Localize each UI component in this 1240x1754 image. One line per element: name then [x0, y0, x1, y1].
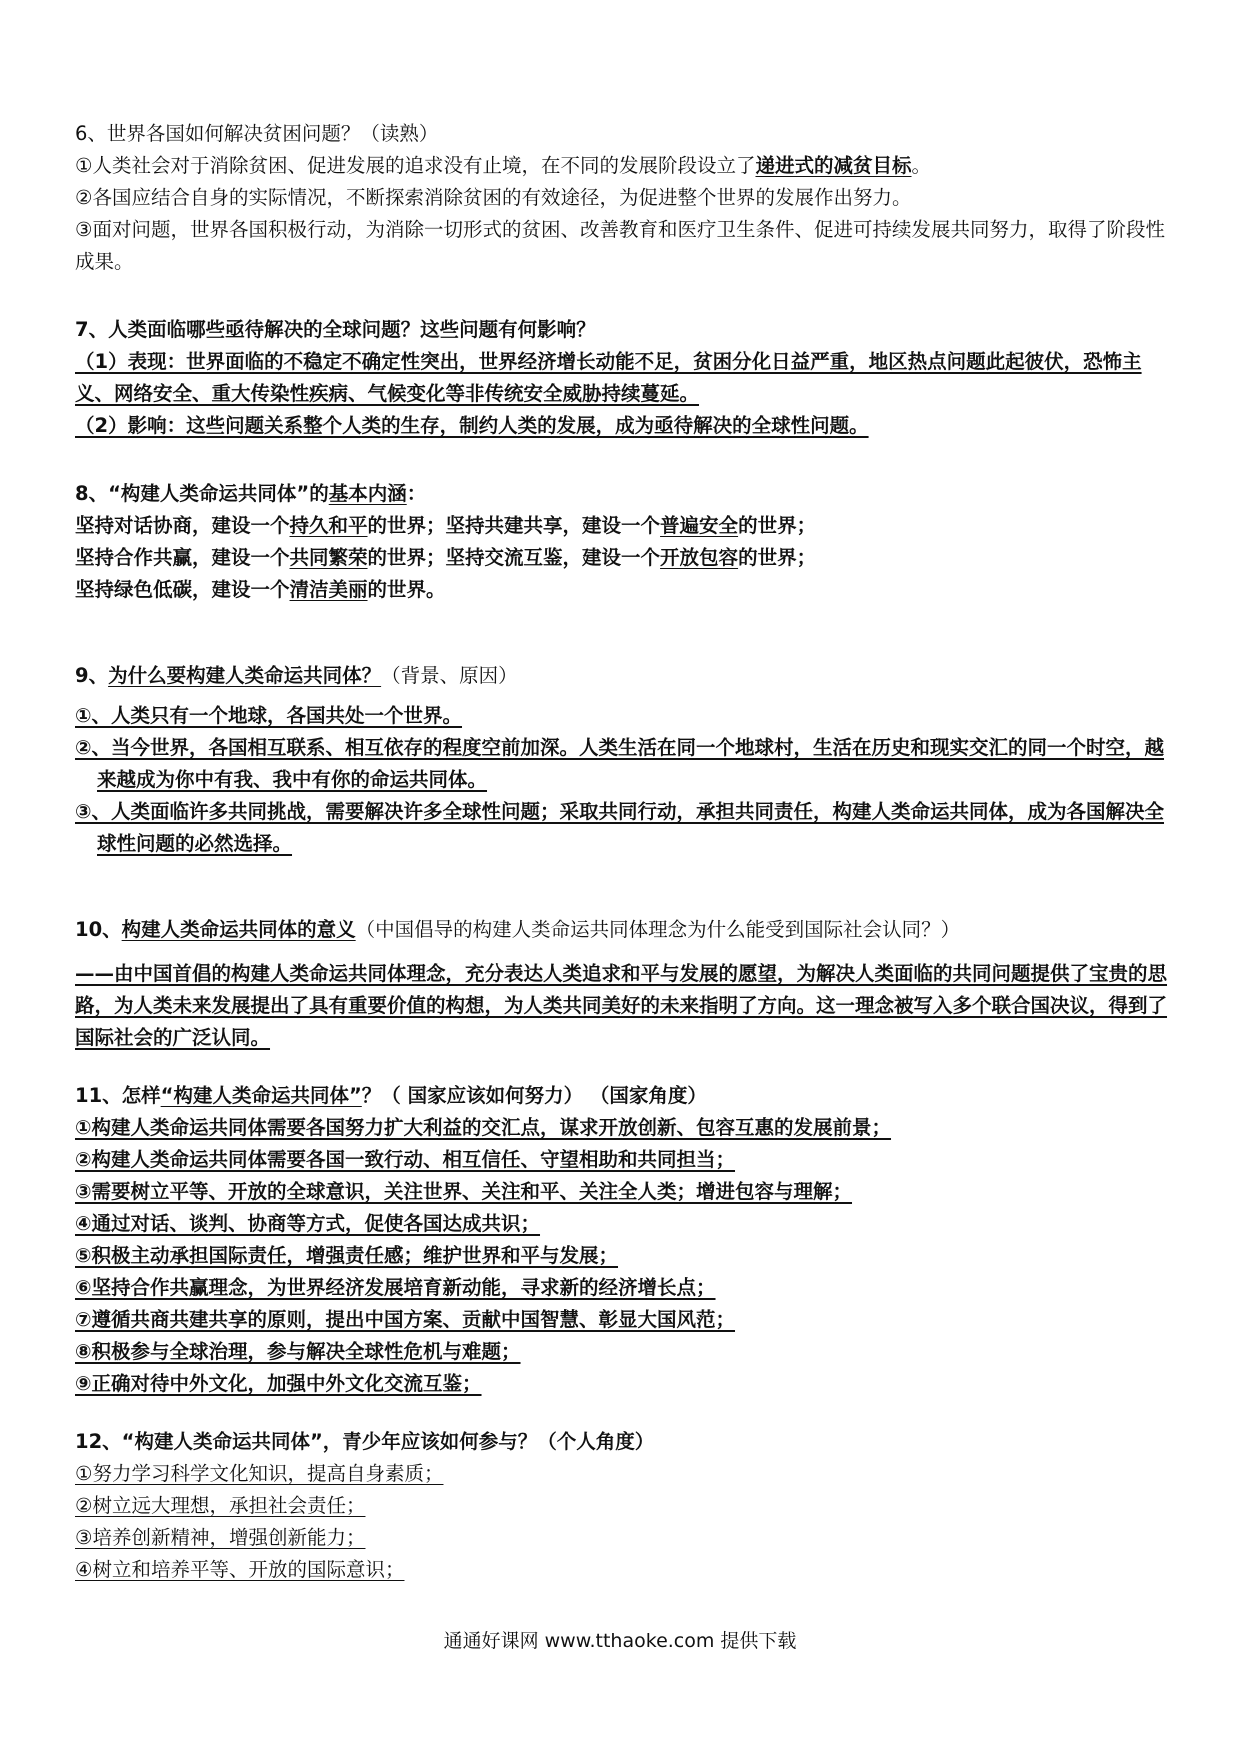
q9-item-1: ①、人类只有一个地球，各国共处一个世界。 — [75, 704, 463, 727]
q11-item-6: ⑥坚持合作共赢理念，为世界经济发展培育新动能，寻求新的经济增长点； — [75, 1276, 716, 1299]
q6-title: 6、世界各国如何解决贫困问题？（读熟） — [75, 122, 439, 145]
q12-item-1: ①努力学习科学文化知识，提高自身素质； — [75, 1462, 444, 1485]
q8-title: 8、“构建人类命运共同体”的基本内涵： — [75, 482, 427, 505]
q11-item-8: ⑧积极参与全球治理，参与解决全球性危机与难题； — [75, 1340, 521, 1363]
q6-item-3: ③面对问题，世界各国积极行动，为消除一切形式的贫困、改善教育和医疗卫生条件、促进可持续发展共同努力，取得了阶段性成果。 — [75, 218, 1165, 273]
q8-row-2: 坚持合作共赢，建设一个共同繁荣的世界；坚持交流互鉴，建设一个开放包容的世界； — [75, 546, 817, 569]
q9-title: 9、为什么要构建人类命运共同体？（背景、原因） — [75, 664, 518, 687]
q11-item-3: ③需要树立平等、开放的全球意识，关注世界、关注和平、关注全人类；增进包容与理解； — [75, 1180, 853, 1203]
q12-item-2: ②树立远大理想，承担社会责任； — [75, 1494, 366, 1517]
page-footer: 通通好课网 www.tthaoke.com 提供下载 — [443, 1630, 797, 1652]
q6-item-1: ①人类社会对于消除贫困、促进发展的追求没有止境，在不同的发展阶段设立了递进式的减贫目标。 — [75, 154, 932, 177]
q11-item-5: ⑤积极主动承担国际责任，增强责任感；维护世界和平与发展； — [75, 1244, 619, 1267]
q12-item-3: ③培养创新精神，增强创新能力； — [75, 1526, 366, 1549]
q11-item-2: ②构建人类命运共同体需要各国一致行动、相互信任、守望相助和共同担当； — [75, 1148, 736, 1171]
q11-item-9: ⑨正确对待中外文化，加强中外文化交流互鉴； — [75, 1372, 482, 1395]
q11-item-1: ①构建人类命运共同体需要各国努力扩大利益的交汇点，谋求开放创新、包容互惠的发展前景； — [75, 1116, 892, 1139]
q12-item-4: ④树立和培养平等、开放的国际意识； — [75, 1558, 405, 1581]
q9-item-3: ③、人类面临许多共同挑战，需要解决许多全球性问题；采取共同行动，承担共同责任，构建人类命运共同体，成为各国解决全球性问题的必然选择。 — [75, 800, 1165, 855]
q6-item-2: ②各国应结合自身的实际情况，不断探索消除贫困的有效途径，为促进整个世界的发展作出努力。 — [75, 186, 912, 209]
q10-title: 10、构建人类命运共同体的意义（中国倡导的构建人类命运共同体理念为什么能受到国际社会认同？） — [75, 918, 961, 941]
q9-item-2: ②、当今世界，各国相互联系、相互依存的程度空前加深。人类生活在同一个地球村，生活在历史和现实交汇的同一个时空，越来越成为你中有我、我中有你的命运共同体。 — [75, 736, 1165, 791]
q8-row-3: 坚持绿色低碳，建设一个清洁美丽的世界。 — [75, 578, 446, 601]
q12-title: 12、“构建人类命运共同体”，青少年应该如何参与？（个人角度） — [75, 1430, 655, 1453]
q8-row-1: 坚持对话协商，建设一个持久和平的世界；坚持共建共享，建设一个普遍安全的世界； — [75, 514, 817, 537]
document-page — [75, 118, 1175, 1586]
q7-manifestation: （1）表现：世界面临的不稳定不确定性突出，世界经济增长动能不足，贫困分化日益严重，地区热点问题此起彼伏，恐怖主义、网络安全、重大传染性疾病、气候变化等非传统安全威胁持续蔓延。 — [75, 350, 1142, 405]
q10-body: ——由中国首倡的构建人类命运共同体理念，充分表达人类追求和平与发展的愿望，为解决人类面临的共同问题提供了宝贵的思路，为人类未来发展提出了具有重要价值的构想，为人类共同美好的未来指明了方向。这一理念被写入多个联合国决议，得到了国际社会的广泛认同。 — [75, 962, 1168, 1049]
q7-impact: （2）影响：这些问题关系整个人类的生存，制约人类的发展，成为亟待解决的全球性问题。 — [75, 414, 869, 437]
q6-key-phrase: 递进式的减贫目标 — [755, 154, 912, 177]
q11-item-4: ④通过对话、谈判、协商等方式，促使各国达成共识； — [75, 1212, 541, 1235]
q7-title: 7、人类面临哪些亟待解决的全球问题？这些问题有何影响？ — [75, 318, 596, 341]
q11-title: 11、怎样“构建人类命运共同体”？（ 国家应该如何努力） （国家角度） — [75, 1084, 707, 1107]
q11-item-7: ⑦遵循共商共建共享的原则，提出中国方案、贡献中国智慧、彰显大国风范； — [75, 1308, 736, 1331]
